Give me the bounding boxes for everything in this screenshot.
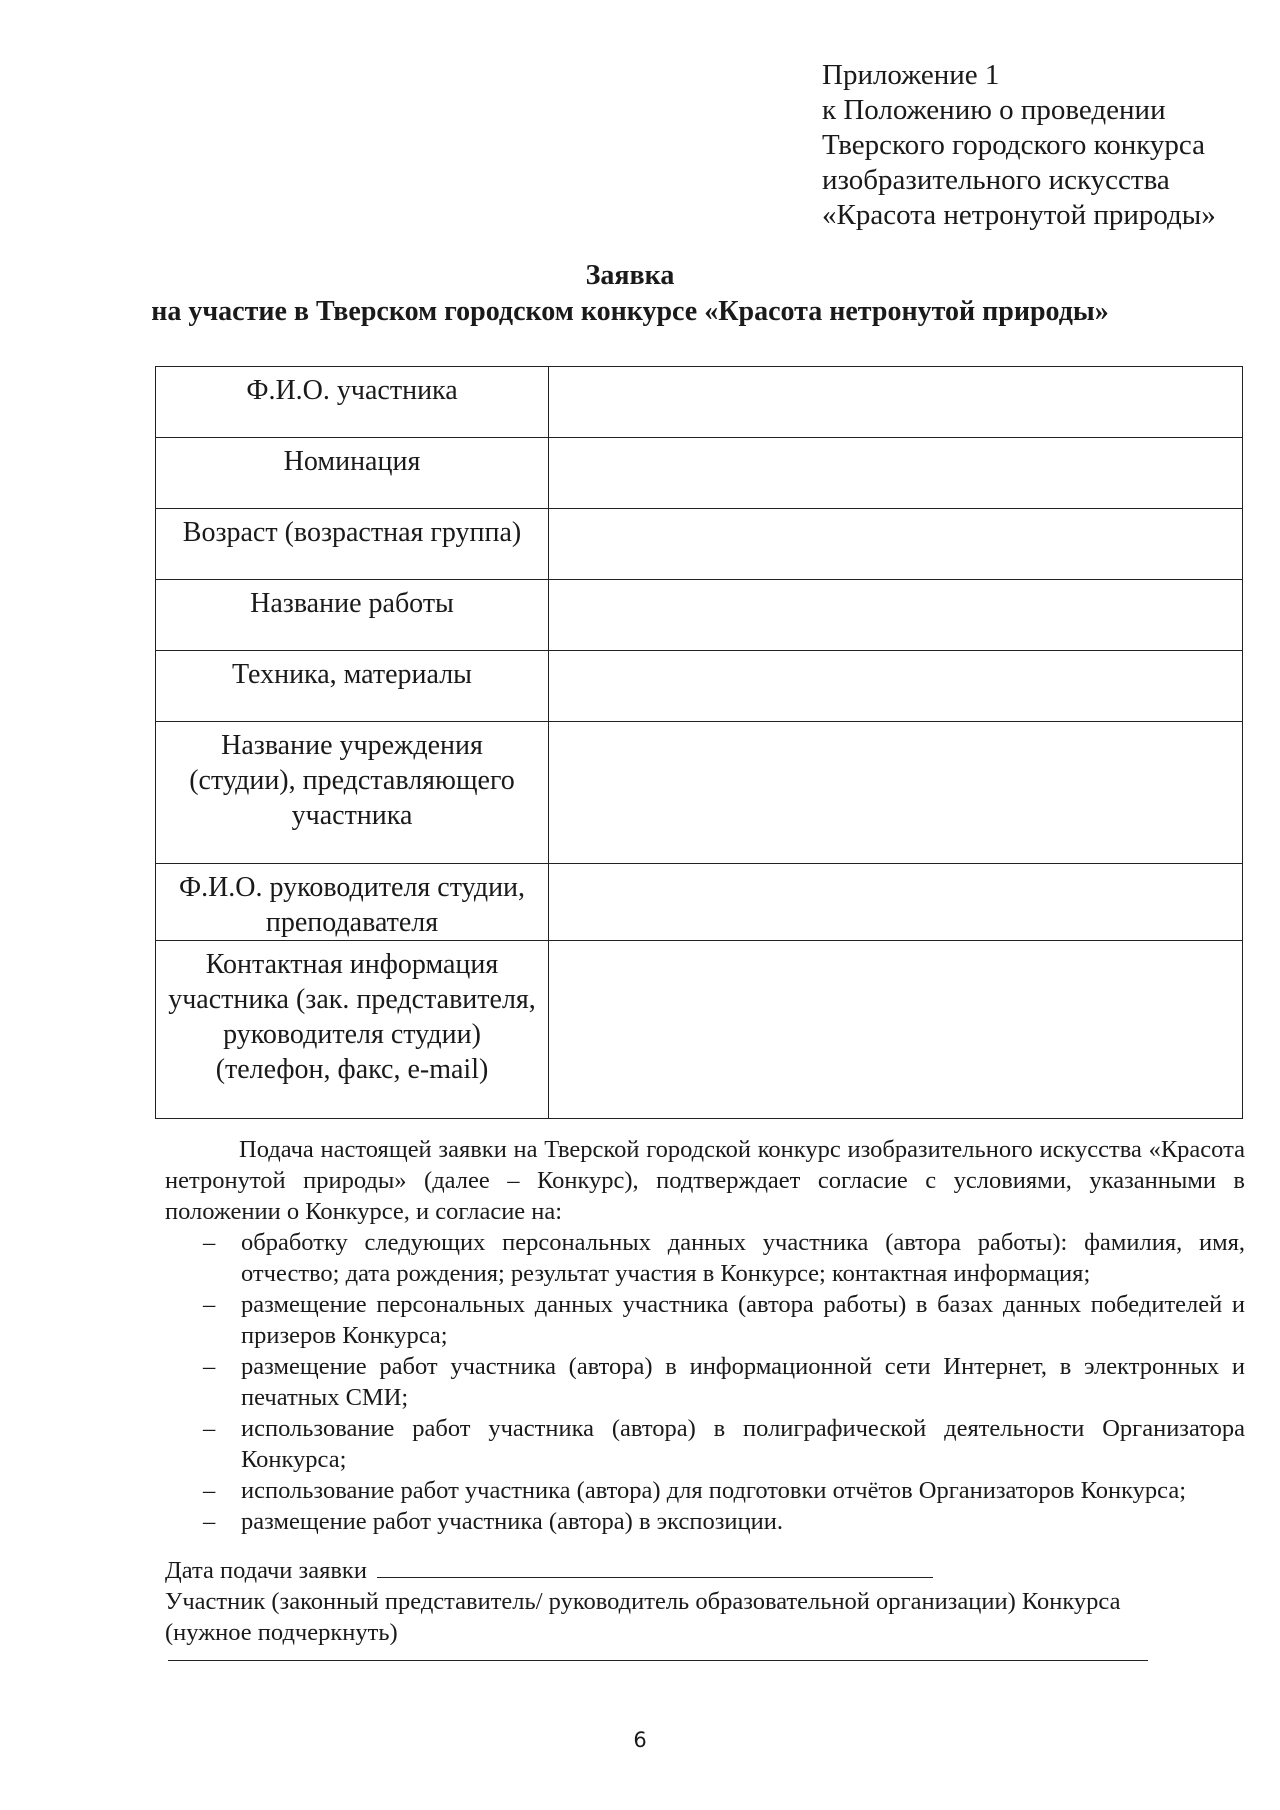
underline-note: (нужное подчеркнуть) [165, 1619, 398, 1646]
form-row-participant-name [156, 367, 1243, 438]
consent-item [165, 1413, 1245, 1475]
consent-item [165, 1475, 1245, 1506]
date-row [165, 1555, 1245, 1586]
title-line-2: на участие в Тверском городском конкурсе «Красота нетронутой природы» [151, 296, 1109, 327]
date-input-line[interactable] [377, 1576, 933, 1578]
appendix-line: к Положению о проведении [822, 94, 1166, 126]
form-label: Ф.И.О. руководителя студии, преподавателя [156, 864, 549, 941]
appendix-header [822, 58, 1252, 233]
form-value-cell[interactable] [549, 651, 1243, 722]
form-label: Возраст (возрастная группа) [156, 509, 549, 580]
application-form-table [155, 366, 1243, 1119]
form-value-cell[interactable] [549, 367, 1243, 438]
appendix-line: Тверского городского конкурса [822, 129, 1205, 161]
bullet-dash: – [203, 1291, 216, 1318]
consent-item [165, 1289, 1245, 1351]
consent-item-text: размещение работ участника (автора) в экспозиции. [241, 1508, 783, 1535]
signature-section [165, 1555, 1245, 1648]
form-row-institution [156, 722, 1243, 864]
consent-item-text: размещение работ участника (автора) в информационной сети Интернет, в электронных и печатных СМИ; [241, 1353, 1245, 1411]
appendix-line: изобразительного искусства [822, 164, 1170, 196]
form-label: Техника, материалы [156, 651, 549, 722]
consent-item [165, 1506, 1245, 1537]
participant-line: Участник (законный представитель/ руководитель образовательной организации) Конкурса [165, 1588, 1121, 1615]
form-label: Контактная информация участника (зак. представителя, руководителя студии) (телефон, факс, e-mail) [156, 941, 549, 1119]
form-label: Название учреждения (студии), представляющего участника [156, 722, 549, 864]
form-row-contacts [156, 941, 1243, 1119]
consent-item-text: использование работ участника (автора) для подготовки отчётов Организаторов Конкурса; [241, 1477, 1187, 1504]
title-line-1: Заявка [585, 260, 675, 291]
appendix-line: «Красота нетронутой природы» [822, 199, 1216, 231]
form-row-supervisor [156, 864, 1243, 941]
consent-list [165, 1227, 1245, 1537]
consent-item-text: размещение персональных данных участника (автора работы) в базах данных победителей и призеров Конкурса; [241, 1291, 1245, 1349]
form-row-age [156, 509, 1243, 580]
form-label: Ф.И.О. участника [156, 367, 549, 438]
form-value-cell[interactable] [549, 509, 1243, 580]
bullet-dash: – [203, 1508, 216, 1535]
consent-item-text: обработку следующих персональных данных участника (автора работы): фамилия, имя, отчество; дата рождения; результат участия в Конкурсе; контактная информация; [241, 1229, 1245, 1287]
consent-item [165, 1351, 1245, 1413]
bullet-dash: – [203, 1353, 216, 1380]
document-title [120, 258, 1140, 330]
form-value-cell[interactable] [549, 941, 1243, 1119]
form-value-cell[interactable] [549, 722, 1243, 864]
consent-paragraph: Подача настоящей заявки на Тверской городской конкурс изобразительного искусства «Красота нетронутой природы» (далее – Конкурс), подтверждает согласие с условиями, указанными в положении о Конкурсе, и согласие на: [165, 1136, 1245, 1225]
form-value-cell[interactable] [549, 864, 1243, 941]
page-number: 6 [633, 1728, 647, 1752]
appendix-line: Приложение 1 [822, 59, 1000, 91]
consent-item [165, 1227, 1245, 1289]
bullet-dash: – [203, 1415, 216, 1442]
bullet-dash: – [203, 1477, 216, 1504]
form-label: Название работы [156, 580, 549, 651]
form-row-technique [156, 651, 1243, 722]
form-row-work-title [156, 580, 1243, 651]
form-row-nomination [156, 438, 1243, 509]
bullet-dash: – [203, 1229, 216, 1256]
date-label: Дата подачи заявки [165, 1557, 367, 1584]
form-label: Номинация [156, 438, 549, 509]
signature-input-line[interactable] [168, 1660, 1148, 1661]
consent-section [165, 1134, 1245, 1537]
form-value-cell[interactable] [549, 580, 1243, 651]
form-value-cell[interactable] [549, 438, 1243, 509]
consent-item-text: использование работ участника (автора) в полиграфической деятельности Организатора Конкурса; [241, 1415, 1245, 1473]
